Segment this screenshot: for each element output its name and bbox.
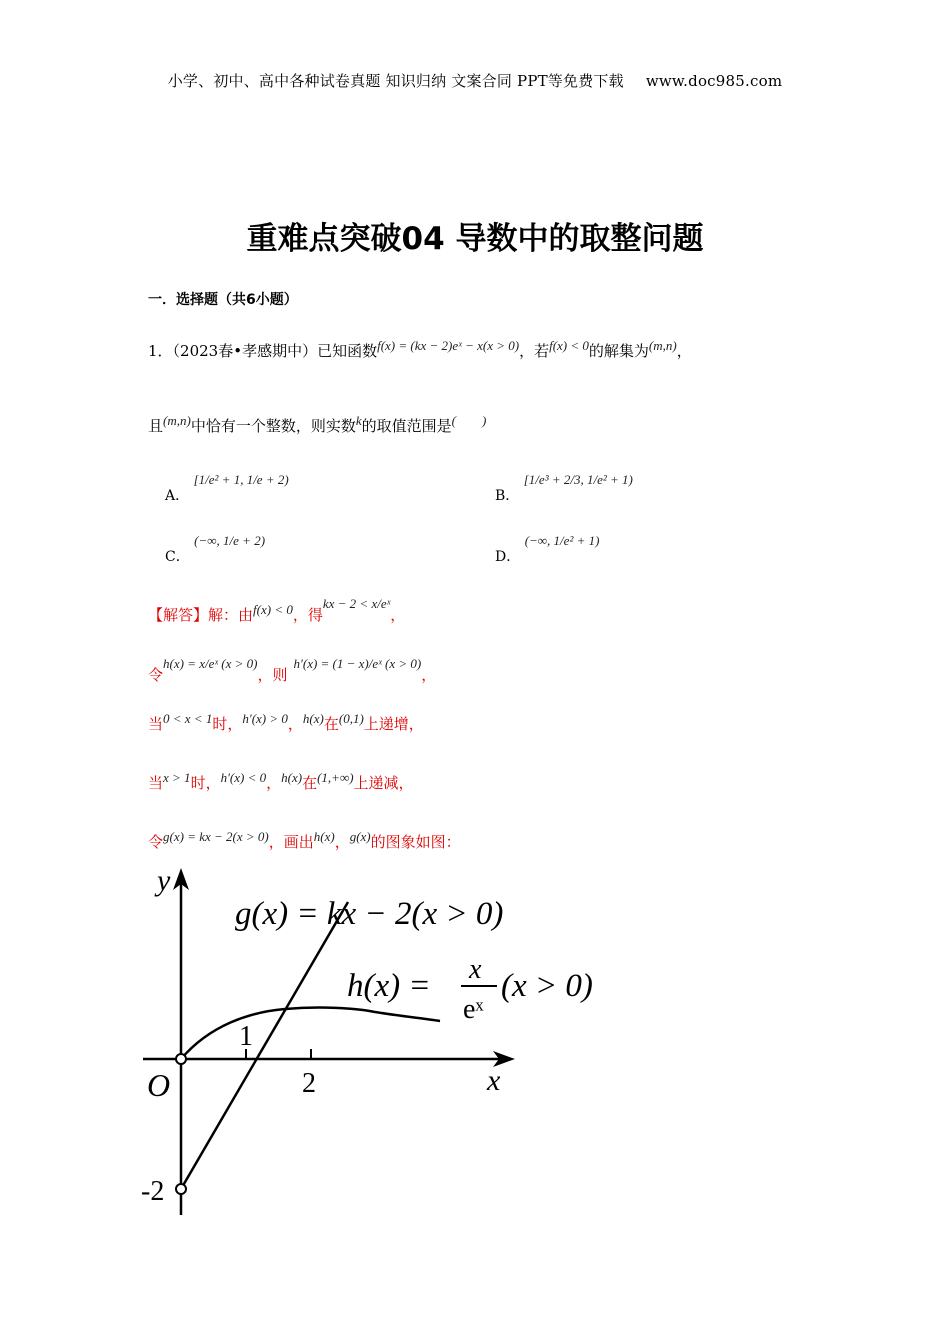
solution-line-1 (148, 596, 406, 625)
answer-blank: ( ) (451, 413, 487, 428)
solution-text: ，画出 (268, 833, 314, 851)
question-text: 的取值范围是 (361, 417, 452, 435)
section-heading: 一．选择题（共6小题） (148, 292, 298, 308)
solution-math: h(x) (302, 711, 324, 726)
solution-math: h′(x) < 0 (220, 770, 267, 785)
solution-text: ， (334, 833, 350, 851)
solution-line-5 (148, 831, 461, 852)
solution-math: x > 1 (163, 770, 191, 785)
option-c[interactable] (165, 533, 266, 566)
solution-text: 的图象如图： (370, 833, 461, 851)
solution-math: (1,+∞) (317, 770, 354, 785)
tick-label-neg2: -2 (141, 1176, 165, 1207)
y-axis-label: y (157, 864, 171, 897)
question-number: 1． (148, 342, 173, 360)
question-text: ， (676, 342, 692, 360)
function-definition: f(x) = (kx − 2)eˣ − x(x > 0) (377, 338, 520, 353)
solution-line-4 (148, 772, 414, 793)
solution-text: 时， (212, 715, 243, 733)
option-label: C． (165, 549, 190, 565)
header-text: 小学、初中、高中各种试卷真题 知识归纳 文案合同 PPT等免费下载 (167, 72, 624, 90)
solution-text: 令 (148, 666, 164, 684)
tick-label-2: 2 (302, 1068, 316, 1099)
question-text: 且 (148, 417, 164, 435)
solution-math: h′(x) = (1 − x)/eˣ (x > 0) (293, 656, 422, 671)
page-header (0, 70, 950, 91)
solution-text: ， (287, 715, 303, 733)
option-value: (−∞, 1/e² + 1) (524, 533, 600, 548)
solution-text: 上递增， (363, 715, 424, 733)
solution-math: (0,1) (338, 711, 364, 726)
solution-math: h′(x) > 0 (242, 711, 288, 726)
solution-text: 在 (323, 715, 339, 733)
solution-math: g(x) (349, 829, 371, 844)
g-line (181, 902, 348, 1189)
solution-math: g(x) = kx − 2(x > 0) (163, 829, 269, 844)
solution-text: 当 (148, 774, 164, 792)
x-axis-label: x (487, 1064, 501, 1097)
solution-text: ， (390, 606, 406, 624)
solution-math: h(x) (313, 829, 335, 844)
question-text: 已知函数 (317, 342, 378, 360)
solution-math: h(x) (281, 770, 303, 785)
option-b[interactable] (495, 472, 633, 505)
option-value: [1/e³ + 2/3, 1/e² + 1) (523, 472, 633, 487)
question-text: 的解集为 (588, 342, 649, 360)
option-a[interactable] (165, 472, 289, 505)
question-line-2 (148, 415, 486, 436)
solution-text: ，则 (257, 666, 288, 684)
solution-text: 上递减， (353, 774, 414, 792)
option-value: (−∞, 1/e + 2) (194, 533, 266, 548)
h-label-left: h(x) = (347, 968, 431, 1004)
solution-text: 时， (190, 774, 221, 792)
solution-text: 在 (302, 774, 318, 792)
option-value: [1/e² + 1, 1/e + 2) (193, 472, 289, 487)
solution-math: 0 < x < 1 (163, 711, 213, 726)
option-d[interactable] (495, 533, 600, 566)
option-label: D． (495, 549, 521, 565)
solution-line-2 (148, 656, 437, 685)
tick-label-1: 1 (239, 1021, 253, 1052)
option-label: A． (165, 488, 190, 504)
question-source: （2023春•孝感期中） (172, 342, 318, 360)
question-text: 中恰有一个整数，则实数 (190, 417, 356, 435)
interval-ref: (m,n) (163, 413, 191, 428)
inequality: f(x) < 0 (549, 338, 589, 353)
solution-text: 当 (148, 715, 164, 733)
page-title: 重难点突破04 导数中的取整问题 (246, 221, 704, 257)
origin-open-circle (176, 1054, 186, 1064)
solution-tag: 【解答】 (148, 606, 209, 624)
h-fraction-denominator: eˣ (463, 994, 484, 1025)
k-variable: k (355, 413, 362, 428)
h-label-right: (x > 0) (501, 968, 593, 1004)
question-text: ，若 (519, 342, 550, 360)
solution-text: ，得 (292, 606, 323, 624)
h-fraction-numerator: x (469, 954, 482, 985)
solution-text: ， (266, 774, 282, 792)
g-label: g(x) = kx − 2(x > 0) (235, 896, 504, 932)
question-line-1 (148, 340, 692, 361)
function-graph (135, 860, 625, 1225)
option-label: B． (495, 488, 520, 504)
solution-line-3 (148, 713, 424, 734)
solution-math: h(x) = x/eˣ (x > 0) (163, 656, 258, 671)
solution-interval: (m,n) (648, 338, 677, 353)
header-url[interactable]: www.doc985.com (645, 72, 783, 90)
solution-math: f(x) < 0 (253, 602, 293, 617)
solution-text: 解：由 (208, 606, 254, 624)
origin-label: O (147, 1067, 171, 1103)
intercept-open-circle (176, 1184, 186, 1194)
solution-math: kx − 2 < x/eˣ (322, 596, 391, 611)
solution-text: 令 (148, 833, 164, 851)
solution-text: ， (421, 666, 437, 684)
